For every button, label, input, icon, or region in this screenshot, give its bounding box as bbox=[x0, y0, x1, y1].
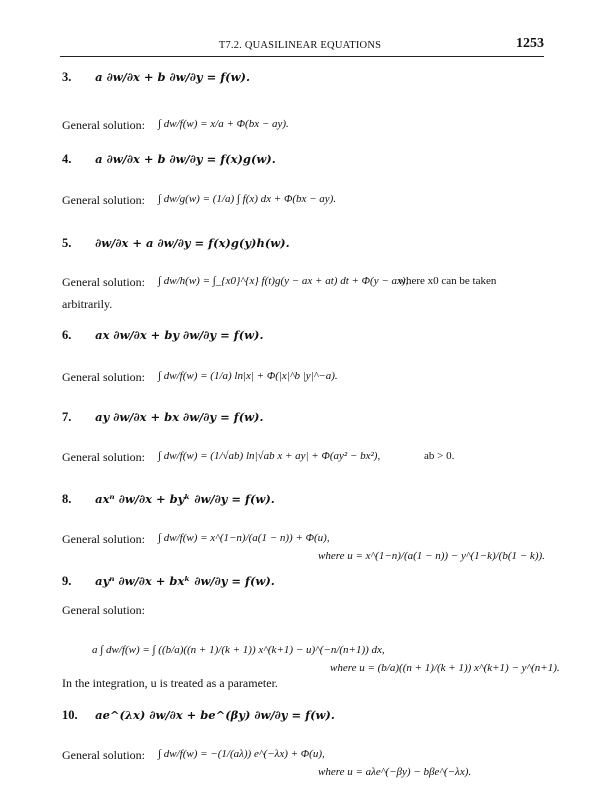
solution-9: a ∫ dw/f(w) = ∫ ((b/a)((n + 1)/(k + 1)) x^(k+1) − u)^(−n/(n+1)) dx, bbox=[92, 644, 385, 656]
equation-9 bbox=[62, 574, 275, 589]
solution-5-continuation: arbitrarily. bbox=[62, 297, 113, 311]
solution-10-where: where u = aλe^(−βy) − bβe^(−λx). bbox=[318, 766, 472, 778]
solution-7-condition: ab > 0. bbox=[424, 450, 455, 462]
equation-statement: ay ∂w/∂x + bx ∂w/∂y = f(w). bbox=[95, 410, 264, 424]
equation-statement: ax ∂w/∂x + by ∂w/∂y = f(w). bbox=[95, 328, 264, 342]
running-header bbox=[60, 36, 544, 57]
equation-statement: ∂w/∂x + a ∂w/∂y = f(x)g(y)h(w). bbox=[95, 236, 290, 250]
equation-7 bbox=[62, 410, 264, 425]
solution-10: ∫ dw/f(w) = −(1/(aλ)) e^(−λx) + Φ(u), bbox=[158, 748, 325, 760]
equation-statement: ae^(λx) ∂w/∂x + be^(βy) ∂w/∂y = f(w). bbox=[95, 708, 335, 722]
equation-statement: ayⁿ ∂w/∂x + bxᵏ ∂w/∂y = f(w). bbox=[95, 574, 275, 588]
general-solution-label: General solution: bbox=[62, 603, 145, 617]
equation-3 bbox=[62, 70, 250, 85]
equation-number: 9. bbox=[62, 574, 72, 588]
solution-5: ∫ dw/h(w) = ∫_{x0}^{x} f(t)g(y − ax + at) dt + Φ(y − ax), bbox=[158, 275, 409, 287]
equation-number: 8. bbox=[62, 492, 72, 506]
general-solution-label: General solution: bbox=[62, 193, 145, 207]
general-solution-label: General solution: bbox=[62, 532, 145, 546]
equation-number: 4. bbox=[62, 152, 72, 166]
solution-9-note: In the integration, u is treated as a parameter. bbox=[62, 676, 278, 690]
equation-number: 3. bbox=[62, 70, 72, 84]
equation-number: 10. bbox=[62, 708, 78, 722]
general-solution-label: General solution: bbox=[62, 370, 145, 384]
equation-4 bbox=[62, 152, 276, 167]
solution-8-where: where u = x^(1−n)/(a(1 − n)) − y^(1−k)/(b(1 − k)). bbox=[318, 550, 545, 562]
equation-statement: a ∂w/∂x + b ∂w/∂y = f(w). bbox=[95, 70, 250, 84]
general-solution-label: General solution: bbox=[62, 450, 145, 464]
solution-4: ∫ dw/g(w) = (1/a) ∫ f(x) dx + Φ(bx − ay). bbox=[158, 193, 337, 205]
equation-number: 6. bbox=[62, 328, 72, 342]
solution-7: ∫ dw/f(w) = (1/√ab) ln|√ab x + ay| + Φ(ay² − bx²), bbox=[158, 450, 381, 462]
equation-statement: axⁿ ∂w/∂x + byᵏ ∂w/∂y = f(w). bbox=[95, 492, 275, 506]
equation-statement: a ∂w/∂x + b ∂w/∂y = f(x)g(w). bbox=[95, 152, 276, 166]
equation-8 bbox=[62, 492, 275, 507]
page-number: 1253 bbox=[516, 36, 544, 51]
general-solution-label: General solution: bbox=[62, 118, 145, 132]
general-solution-label: General solution: bbox=[62, 748, 145, 762]
solution-8: ∫ dw/f(w) = x^(1−n)/(a(1 − n)) + Φ(u), bbox=[158, 532, 330, 544]
equation-10 bbox=[62, 708, 335, 723]
solution-6: ∫ dw/f(w) = (1/a) ln|x| + Φ(|x|^b |y|^−a). bbox=[158, 370, 338, 382]
equation-number: 5. bbox=[62, 236, 72, 250]
solution-3: ∫ dw/f(w) = x/a + Φ(bx − ay). bbox=[158, 118, 289, 130]
general-solution-label: General solution: bbox=[62, 275, 145, 289]
equation-5 bbox=[62, 236, 290, 251]
solution-9-where: where u = (b/a)((n + 1)/(k + 1)) x^(k+1) − y^(n+1). bbox=[330, 662, 560, 674]
equation-6 bbox=[62, 328, 264, 343]
solution-5-remark: where x0 can be taken bbox=[398, 275, 497, 287]
section-title: T7.2. QUASILINEAR EQUATIONS bbox=[218, 40, 382, 51]
equation-number: 7. bbox=[62, 410, 72, 424]
